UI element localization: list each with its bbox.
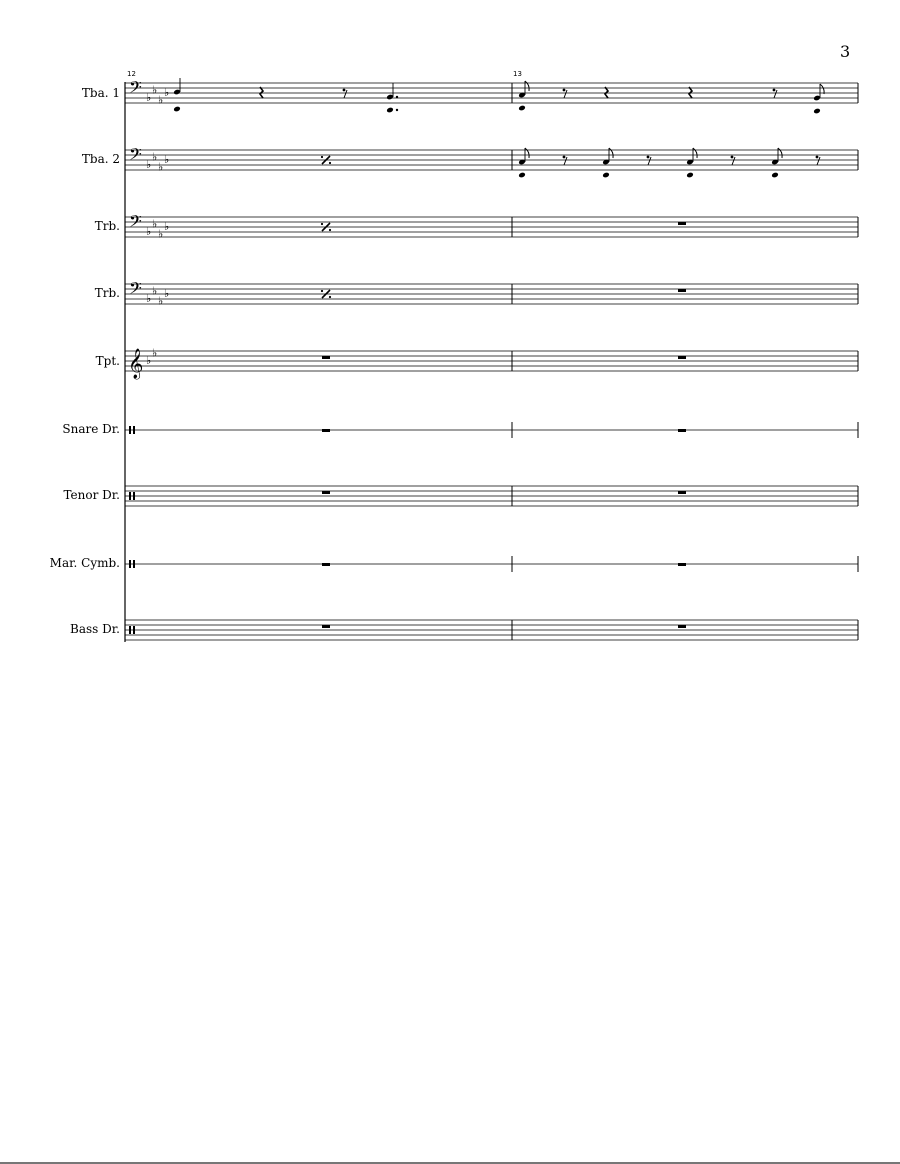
key-signature-tba1-flat-4: ♭ [164,86,170,99]
measure-repeat-trb2-dot-a [321,290,323,292]
whole-rest-m1-bass [322,625,330,628]
whole-rest-m2-tpt [678,356,686,359]
tuba2-m13-eighth-rest-2-dot [647,156,650,159]
measure-repeat-trb2-dot-b [329,296,331,298]
bass-clef-trb1: 𝄢 [129,211,142,235]
tuba1-m13-note-1-flag [525,81,529,91]
bass-clef-tba2: 𝄢 [129,144,142,168]
measure-number-12: 12 [127,70,136,78]
instrument-label-tuba-1: Tba. 1 [81,86,120,100]
tuba2-m13-note-4-head-bottom [771,172,779,179]
measure-number-13: 13 [513,70,522,78]
tuba2-m13-eighth-rest-4-dot [816,156,819,159]
whole-rest-m1-tpt [322,356,330,359]
tuba1-m12-note-1-head-bottom [173,106,181,113]
whole-rest-m2-snare [678,429,686,432]
whole-rest-m2-trb1 [678,222,686,225]
key-signature-trb1-flat-3: ♭ [158,227,164,241]
percussion-clef-bass-a [129,626,131,634]
tuba1-m12-note-2-head-bottom [386,107,394,114]
percussion-clef-cymb-b [133,560,135,568]
instrument-label-snare-drum: Snare Dr. [62,422,120,436]
page-number: 3 [840,42,851,61]
whole-rest-m2-tenor [678,491,686,494]
percussion-clef-bass-b [133,626,135,634]
measure-repeat-trb1-dot-a [321,223,323,225]
key-signature-trb1-flat-1: ♭ [146,225,152,238]
tuba2-m13-note-4-flag [778,148,782,158]
tuba1-m13-note-1-head-bottom [518,105,526,112]
bass-clef-trb2: 𝄢 [129,278,142,302]
instrument-label-tenor-drum: Tenor Dr. [63,488,120,502]
measure-repeat-tba2-dot-a [321,156,323,158]
key-signature-trb2-flat-2: ♭ [152,284,158,298]
treble-clef-tpt: 𝄞 [128,349,144,379]
key-signature-tpt-flat-1: ♭ [146,354,152,367]
tuba1-m13-quarter-rest-1 [605,87,608,98]
whole-rest-m1-snare [322,429,330,432]
percussion-clef-cymb-a [129,560,131,568]
measure-repeat-trb1-dot-b [329,229,331,231]
key-signature-tba2-flat-4: ♭ [164,153,170,166]
bass-clef-tba1: 𝄢 [129,77,142,101]
instrument-label-tuba-2: Tba. 2 [81,152,120,166]
tuba1-m12-quarter-rest [260,87,263,98]
percussion-clef-snare-b [133,426,135,434]
instrument-label-marching-cymbals: Mar. Cymb. [49,556,120,570]
tuba1-m13-note-2-flag [820,84,824,94]
key-signature-tba2-flat-2: ♭ [152,150,158,164]
tuba2-m13-note-2-flag [609,148,613,158]
instrument-label-trumpet: Tpt. [95,354,120,368]
tuba2-m13-eighth-rest-1-dot [563,156,566,159]
tuba2-m13-note-3-head-bottom [686,172,694,179]
key-signature-tpt-flat-2: ♭ [152,346,158,360]
tuba1-m13-quarter-rest-2 [689,87,692,98]
tuba1-m12-eighth-rest-dot [343,89,346,92]
tuba1-m13-eighth-rest-1-dot [563,89,566,92]
instrument-label-trombone-1: Trb. [94,219,120,233]
key-signature-trb1-flat-4: ♭ [164,220,170,233]
tuba2-m13-note-1-head-bottom [518,172,526,179]
key-signature-trb2-flat-3: ♭ [158,294,164,308]
key-signature-tba1-flat-1: ♭ [146,91,152,104]
percussion-clef-tenor-a [129,492,131,500]
instrument-label-bass-drum: Bass Dr. [70,622,120,636]
tuba1-m12-dot-bottom [396,109,398,111]
tuba2-m13-eighth-rest-3-dot [731,156,734,159]
whole-rest-m1-tenor [322,491,330,494]
measure-repeat-tba2-dot-b [329,162,331,164]
key-signature-tba2-flat-1: ♭ [146,158,152,171]
whole-rest-m2-trb2 [678,289,686,292]
tuba2-m13-note-1-flag [525,148,529,158]
tuba2-m13-note-2-head-bottom [602,172,610,179]
key-signature-trb2-flat-1: ♭ [146,292,152,305]
whole-rest-m2-bass [678,625,686,628]
tuba1-m13-note-2-head-bottom [813,108,821,115]
tuba1-m12-dot-top [396,96,398,98]
key-signature-tba1-flat-3: ♭ [158,93,164,107]
percussion-clef-tenor-b [133,492,135,500]
percussion-clef-snare-a [129,426,131,434]
tuba2-m13-note-3-flag [693,148,697,158]
key-signature-trb1-flat-2: ♭ [152,217,158,231]
whole-rest-m2-cymb [678,563,686,566]
whole-rest-m1-cymb [322,563,330,566]
key-signature-trb2-flat-4: ♭ [164,287,170,300]
tuba1-m13-eighth-rest-2-dot [773,89,776,92]
key-signature-tba2-flat-3: ♭ [158,160,164,174]
key-signature-tba1-flat-2: ♭ [152,83,158,97]
instrument-label-trombone-2: Trb. [94,286,120,300]
